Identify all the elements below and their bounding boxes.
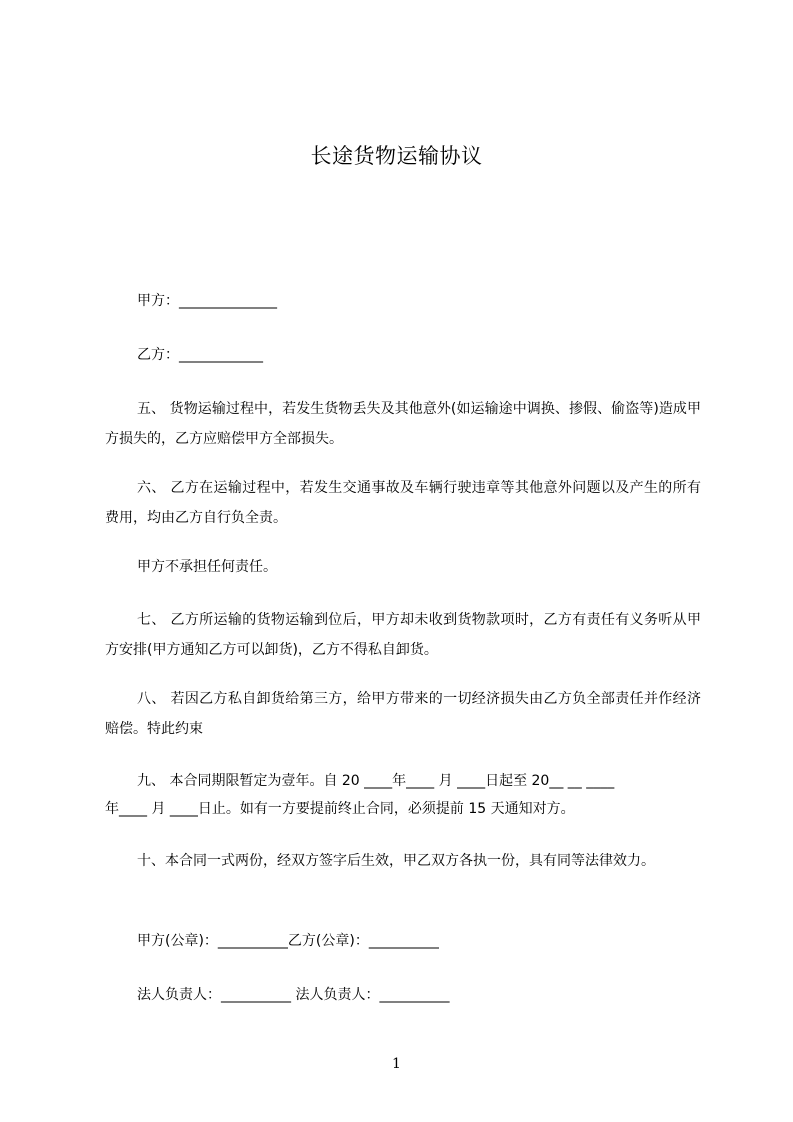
seal-signature-line: 甲方(公章)：__________乙方(公章)：__________	[137, 933, 439, 949]
clause-6-note: 甲方不承担任何责任。	[137, 559, 277, 575]
page-number: 1	[392, 1056, 401, 1072]
clause-9-line-2: 年____ 月 ____日止。如有一方要提前终止合同，必须提前 15 天通知对方。	[105, 801, 575, 817]
clause-8: 八、 若因乙方私自卸货给第三方，给甲方带来的一切经济损失由乙方负全部责任并作经济赔偿。特此约束	[105, 691, 701, 737]
clause-9-line-1: 九、 本合同期限暂定为壹年。自 20 ____年____ 月 ____日起至 20__ __ ____	[137, 773, 615, 789]
legal-representative-line: 法人负责人：__________ 法人负责人：__________	[137, 987, 450, 1003]
clause-7: 七、 乙方所运输的货物运输到位后，甲方却未收到货物款项时，乙方有责任有义务听从甲方安排(甲方通知乙方可以卸货)，乙方不得私自卸货。	[105, 612, 701, 658]
clause-10: 十、本合同一式两份，经双方签字后生效，甲乙双方各执一份，具有同等法律效力。	[137, 853, 655, 869]
clause-5: 五、 货物运输过程中，若发生货物丢失及其他意外(如运输途中调换、掺假、偷盗等)造成甲方损失的，乙方应赔偿甲方全部损失。	[105, 401, 701, 447]
party-a-line: 甲方：______________	[137, 293, 277, 309]
party-b-line: 乙方：____________	[137, 347, 263, 363]
clause-6: 六、 乙方在运输过程中，若发生交通事故及车辆行驶违章等其他意外问题以及产生的所有费用，均由乙方自行负全责。	[105, 480, 701, 526]
document-title: 长途货物运输协议	[310, 144, 483, 168]
